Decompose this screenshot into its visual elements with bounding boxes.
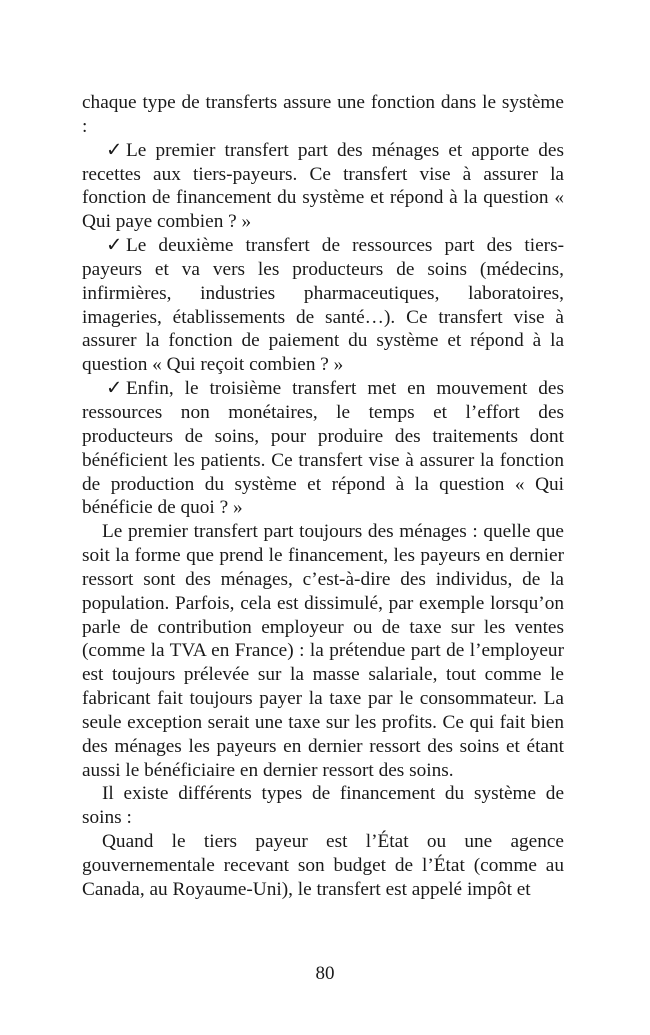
bullet-item-financement	[82, 139, 564, 234]
checkmark-icon: ✓	[106, 378, 123, 400]
bullet-text: Le premier transfert part des ménages et apporte des recettes aux tiers-payeurs. Ce transfert vise à assurer la fonction de financement du système et répond à la question « Qui paye combien ? »	[82, 139, 564, 233]
paragraph-tiers-payeur-etat: Quand le tiers payeur est l’État ou une agence gouvernementale recevant son budget de l’État (comme au Canada, au Royaume-Uni), le transfert est appelé impôt et	[82, 831, 564, 900]
paragraph-menages: Le premier transfert part toujours des ménages : quelle que soit la forme que prend le financement, les payeurs en dernier ressort sont des ménages, c’est-à-dire des individus, de la population. Parfois, cela est dissimulé, par exemple lorsqu’on parle de contribution employeur ou de taxe sur les ventes (comme la TVA en France) : la prétendue part de l’employeur est toujours prélevée sur la masse salariale, tout comme le fabricant fait toujours payer la taxe par le consommateur. La seule exception serait une taxe sur les profits. Ce qui fait bien des ménages les payeurs en dernier ressort des soins et étant aussi le bénéficiaire en dernier ressort des soins.	[82, 521, 564, 781]
bullet-text: Le deuxième transfert de ressources part des tiers-payeurs et va vers les producteurs de soins (médecins, infirmières, industries pharmaceutiques, laboratoires, imageries, établissements de santé…). Ce transfert vise à assurer la fonction de paiement du système et répond à la question « Qui reçoit combien ? »	[82, 235, 564, 376]
checkmark-icon: ✓	[106, 139, 123, 161]
checkmark-icon: ✓	[106, 235, 123, 257]
bullet-text: Enfin, le troisième transfert met en mouvement des ressources non monétaires, le temps et l’effort des producteurs de soins, pour produire des traitements dont bénéficient les patients. Ce transfert vise à assurer la fonction de production du système et répond à la question « Qui bénéficie de quoi ? »	[82, 378, 564, 519]
bullet-item-production	[82, 377, 564, 520]
bullet-item-paiement	[82, 234, 564, 377]
paragraph-intro: chaque type de transferts assure une fonction dans le système :	[82, 92, 564, 137]
page-number: 80	[315, 963, 335, 984]
page-body	[82, 91, 564, 902]
paragraph-types-financement: Il existe différents types de financement du système de soins :	[82, 783, 564, 829]
